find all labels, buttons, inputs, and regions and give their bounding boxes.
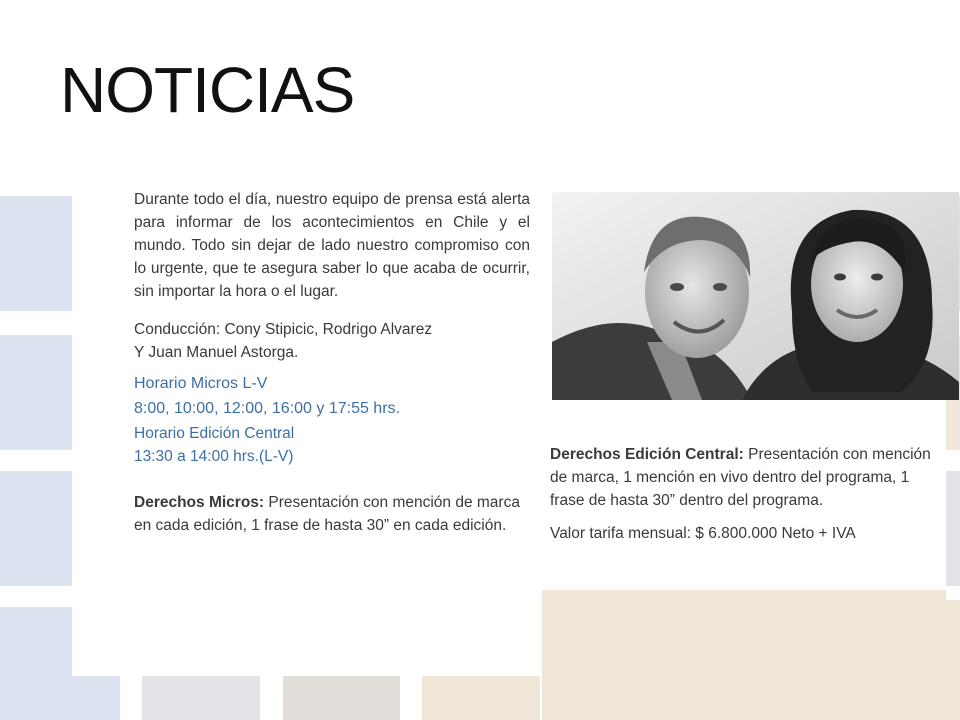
central-schedule-heading: Horario Edición Central [134, 425, 295, 442]
spacer [134, 468, 530, 491]
bg-tile [142, 676, 260, 720]
micros-schedule-times: 8:00, 10:00, 12:00, 16:00 y 17:55 hrs. [134, 400, 400, 417]
conduccion-line-2: Y Juan Manuel Astorga. [134, 344, 299, 361]
tarifa-text: Valor tarifa mensual: $ 6.800.000 Neto + IVA [550, 525, 856, 542]
bg-tile [0, 196, 72, 311]
presenters-photo [552, 192, 959, 400]
bg-tile [422, 676, 540, 720]
right-text-column [550, 443, 946, 555]
conduccion-text [134, 318, 530, 364]
bg-tile [946, 600, 960, 720]
bg-tile [0, 335, 72, 450]
bg-tile [540, 590, 946, 720]
derechos-micros-label: Derechos Micros: [134, 494, 265, 511]
derechos-central-text [550, 443, 946, 512]
bg-tile [0, 471, 72, 586]
intro-paragraph: Durante todo el día, nuestro equipo de prensa está alerta para informar de los acontecimientos en Chile y el mundo. Todo sin dejar de lado nuestro compromiso con lo urgente, que te asegura saber lo que acaba de ocurrir, sin importar la hora o el lugar. [134, 191, 530, 300]
left-text-column [134, 188, 530, 537]
micros-schedule-heading: Horario Micros L-V [134, 375, 268, 392]
central-schedule-times: 13:30 a 14:00 hrs.(L-V) [134, 448, 294, 465]
derechos-central-label: Derechos Edición Central: [550, 446, 744, 463]
presenters-photo-graphic [552, 192, 959, 400]
page-title: NOTICIAS [60, 54, 355, 126]
derechos-central-body: Presentación con mención de marca, 1 mención en vivo dentro del programa, 1 frase de hasta 30” dentro del programa. [550, 446, 931, 509]
derechos-micros-body: Presentación con mención de marca en cada edición, 1 frase de hasta 30” en cada edición. [134, 494, 520, 534]
bg-tile [283, 676, 400, 720]
derechos-micros-text [134, 491, 530, 537]
bg-tile [946, 471, 960, 586]
conduccion-line-1: Conducción: Cony Stipicic, Rodrigo Alvarez [134, 321, 433, 338]
